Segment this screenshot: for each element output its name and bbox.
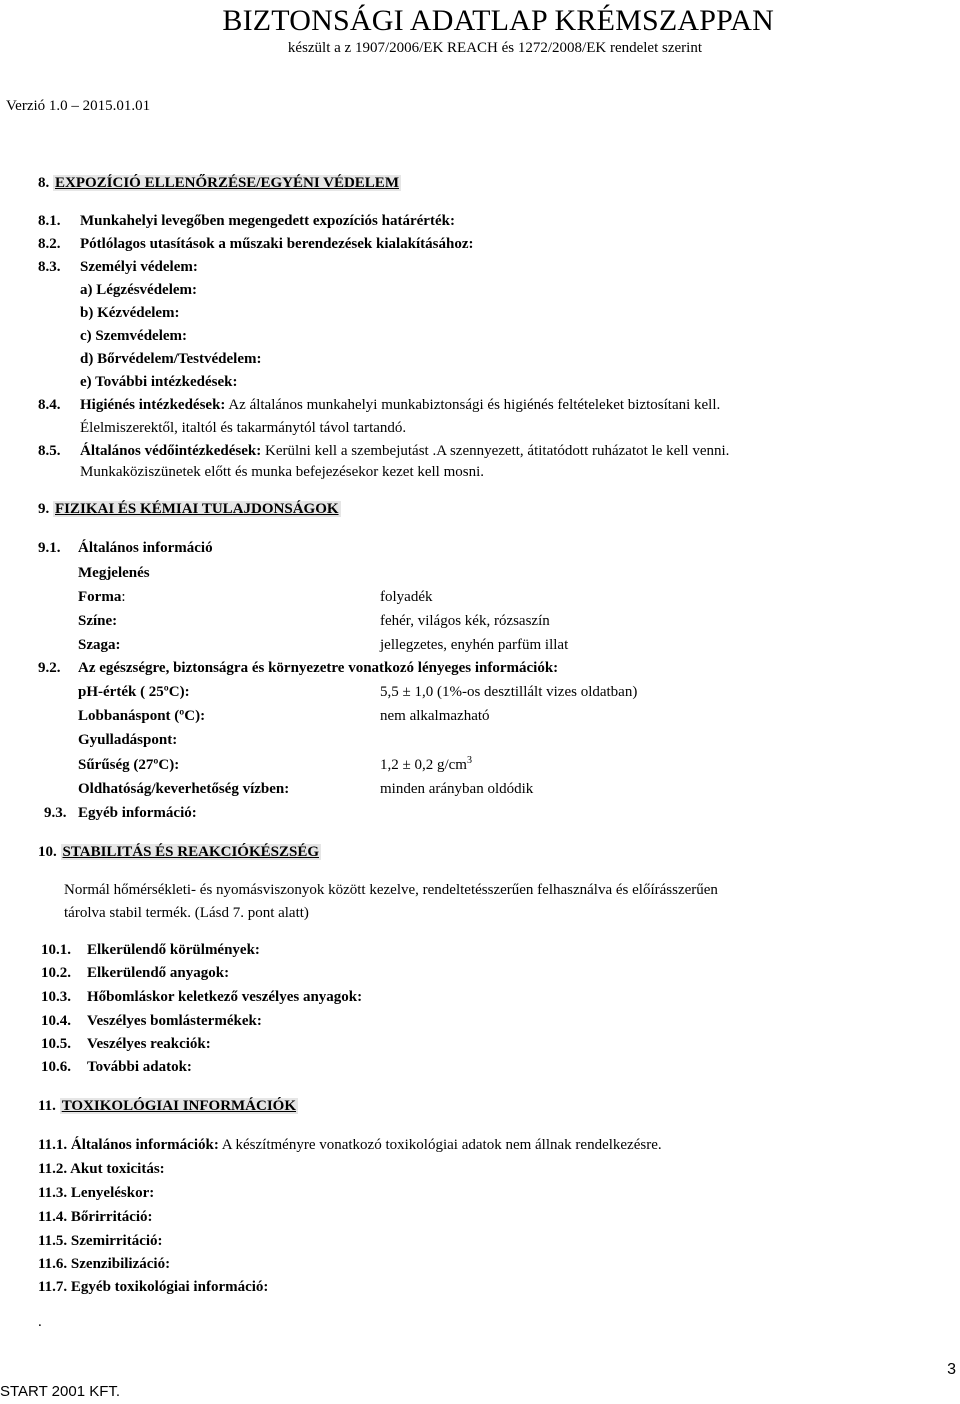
ph-value: 5,5 ± 1,0 (1%-os desztillált vizes oldatban) [380,684,638,700]
item-8-2 [38,234,474,254]
section-9-heading [38,499,341,519]
item-8-5-text: Kerülni kell a szembejutást .A szennyezett, átitatódott ruházatot le kell venni. [261,443,730,459]
density-value [380,755,472,775]
form-value: folyadék [380,589,433,605]
item-8-3-label: Személyi védelem: [80,259,198,275]
appearance-heading: Megjelenés [78,565,150,581]
item-9-2-number: 9.2. [38,660,61,676]
item-8-5 [38,441,729,461]
item-11-6: 11.6. Szenzibilizáció: [38,1256,171,1272]
item-9-3-label: Egyéb információ: [78,805,197,821]
flash-point-label: Lobbanáspont (ºC): [78,708,206,724]
color-label: Színe: [78,613,118,629]
item-8-1-number: 8.1. [38,213,61,229]
item-11-4: 11.4. Bőrirritáció: [38,1209,153,1225]
item-9-2-label: Az egészségre, biztonságra és környezetre vonatkozó lényeges információk: [78,660,559,676]
item-10-5 [41,1034,211,1054]
item-8-3 [38,257,198,277]
section-10-title: STABILITÁS ÉS REAKCIÓKÉSZSÉG [62,844,319,860]
item-11-1-label: 11.1. Általános információk: [38,1137,219,1153]
trailing-dot: . [38,1314,42,1330]
item-10-2 [41,963,229,983]
color-value: fehér, világos kék, rózsaszín [380,613,550,629]
section-11-number: 11. [38,1098,56,1114]
solubility-label: Oldhatóság/keverhetőség vízben: [78,781,290,797]
item-11-5: 11.5. Szemirritáció: [38,1233,163,1249]
item-9-2 [38,658,558,678]
item-8-1-label: Munkahelyi levegőben megengedett expozíciós határérték: [80,213,455,229]
item-10-4 [41,1011,262,1031]
item-8-5-number: 8.5. [38,443,61,459]
stability-paragraph-line-1: Normál hőmérsékleti- és nyomásviszonyok között kezelve, rendeltetésszerűen felhasználva és előírásszerűen [64,882,718,898]
item-8-5-text-2: Munkaköziszünetek előtt és munka befejezésekor kezet kell mosni. [80,464,485,480]
form-colon: : [121,589,126,605]
form-row [78,587,126,607]
item-11-1 [38,1135,662,1155]
item-8-3-d: d) Bőrvédelem/Testvédelem: [80,351,262,367]
section-11-title: TOXIKOLÓGIAI INFORMÁCIÓK [61,1098,297,1114]
density-label: Sűrűség (27ºC): [78,757,180,773]
ph-label: pH-érték ( 25ºC): [78,684,190,700]
section-9-title: FIZIKAI ÉS KÉMIAI TULAJDONSÁGOK [55,501,339,517]
item-10-5-label: Veszélyes reakciók: [87,1036,211,1052]
item-10-1-number: 10.1. [41,942,71,958]
item-10-6 [41,1057,192,1077]
item-8-3-e: e) További intézkedések: [80,374,238,390]
item-8-2-label: Pótlólagos utasítások a műszaki berendezések kialakításához: [80,236,474,252]
item-8-1 [38,211,455,231]
section-10-number: 10. [38,844,57,860]
item-8-2-number: 8.2. [38,236,61,252]
item-9-3-number: 9.3. [44,805,67,821]
item-10-3 [41,987,362,1007]
form-label: Forma [78,589,122,605]
odor-value: jellegzetes, enyhén parfüm illat [380,637,569,653]
item-10-2-number: 10.2. [41,965,71,981]
item-11-2: 11.2. Akut toxicitás: [38,1161,165,1177]
item-9-1 [38,538,213,558]
density-superscript: 3 [466,755,472,766]
section-11-heading [38,1096,298,1116]
item-10-5-number: 10.5. [41,1036,71,1052]
item-11-3: 11.3. Lenyeléskor: [38,1185,155,1201]
item-8-5-label: Általános védőintézkedések: [80,443,262,459]
section-9-number: 9. [38,501,50,517]
item-10-3-label: Hőbomláskor keletkező veszélyes anyagok: [87,989,363,1005]
item-10-4-number: 10.4. [41,1013,71,1029]
item-8-3-c: c) Szemvédelem: [80,328,188,344]
item-9-3 [44,803,197,823]
item-8-3-a: a) Légzésvédelem: [80,282,198,298]
item-8-4-text-2: Élelmiszerektől, italtól és takarmánytól távol tartandó. [80,420,407,436]
item-10-6-label: További adatok: [87,1059,192,1075]
stability-paragraph-line-2: tárolva stabil termék. (Lásd 7. pont alatt) [64,905,309,921]
odor-label: Szaga: [78,637,121,653]
item-10-2-label: Elkerülendő anyagok: [87,965,230,981]
density-value-text: 1,2 ± 0,2 g/cm [380,757,467,773]
item-8-3-b: b) Kézvédelem: [80,305,180,321]
section-8-number: 8. [38,175,50,191]
item-11-7: 11.7. Egyéb toxikológiai információ: [38,1279,269,1295]
item-10-6-number: 10.6. [41,1059,71,1075]
item-11-1-text: A készítményre vonatkozó toxikológiai adatok nem állnak rendelkezésre. [218,1137,662,1153]
item-8-4-text: Az általános munkahelyi munkabiztonsági és higiénés feltételeket biztosítani kell. [225,397,721,413]
item-10-1 [41,940,260,960]
item-10-3-number: 10.3. [41,989,71,1005]
item-8-4 [38,395,720,415]
item-10-4-label: Veszélyes bomlástermékek: [87,1013,262,1029]
flash-point-value: nem alkalmazható [380,708,490,724]
item-8-4-number: 8.4. [38,397,61,413]
document-title: BIZTONSÁGI ADATLAP KRÉMSZAPPAN [222,4,774,37]
item-8-4-label: Higiénés intézkedések: [80,397,226,413]
footer-company: START 2001 KFT. [0,1383,121,1400]
item-10-1-label: Elkerülendő körülmények: [87,942,260,958]
section-10-heading [38,842,321,862]
version-line: Verzió 1.0 – 2015.01.01 [6,98,151,114]
document-subtitle: készült a z 1907/2006/EK REACH és 1272/2008/EK rendelet szerint [287,40,702,56]
section-8-heading [38,173,401,193]
item-9-1-label: Általános információ [78,540,213,556]
item-8-3-number: 8.3. [38,259,61,275]
solubility-value: minden arányban oldódik [380,781,534,797]
item-9-1-number: 9.1. [38,540,61,556]
ignition-point-label: Gyulladáspont: [78,732,178,748]
page-number: 3 [947,1361,956,1378]
section-8-title: EXPOZÍCIÓ ELLENŐRZÉSE/EGYÉNI VÉDELEM [55,175,399,191]
